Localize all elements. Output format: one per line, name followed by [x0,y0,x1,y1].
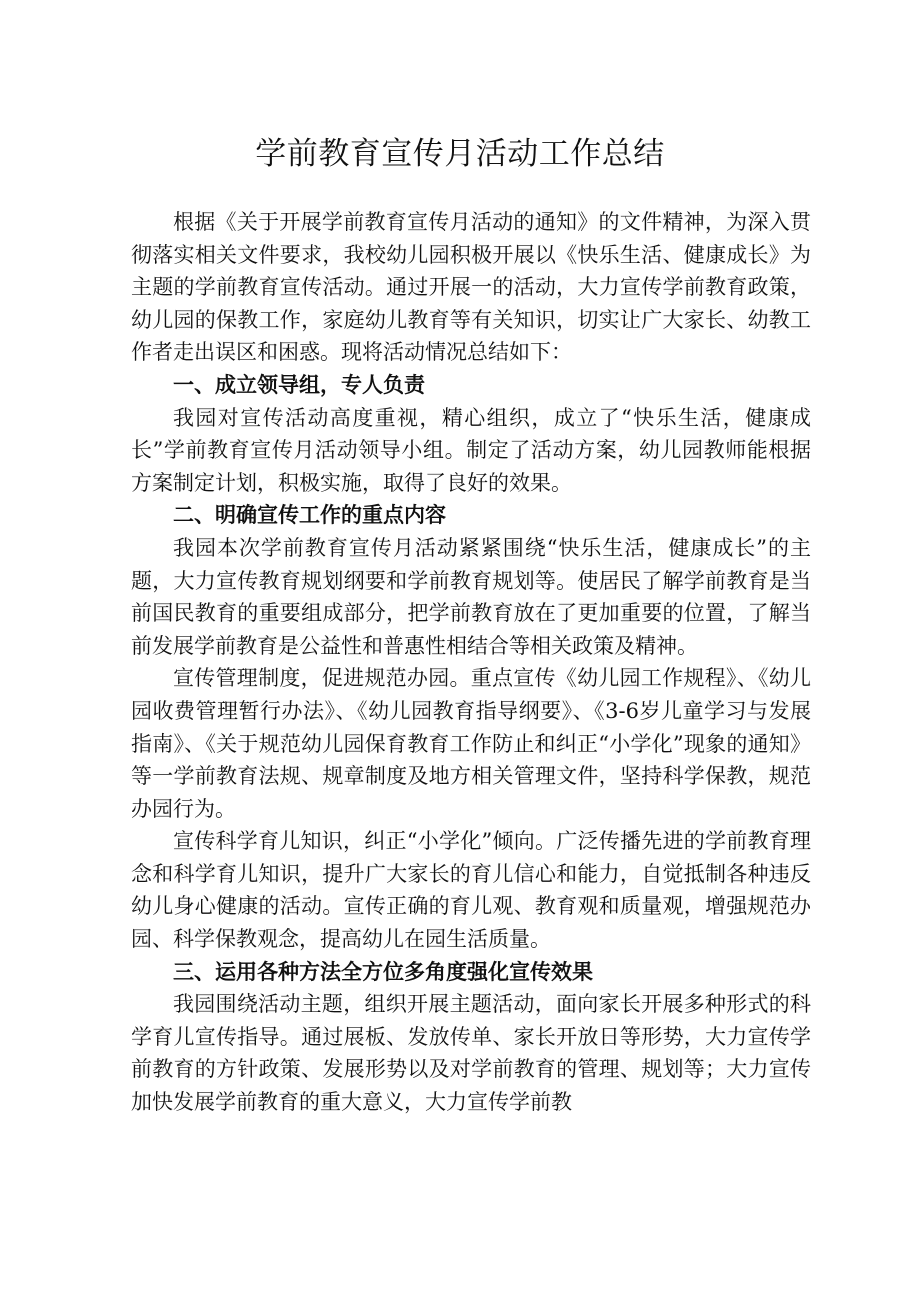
section-2-paragraph-2: 宣传管理制度，促进规范办园。重点宣传《幼儿园工作规程》、《幼儿园收费管理暂行办法》、《幼儿园教育指导纲要》、《3-6岁儿童学习与发展指南》、《关于规范幼儿园保育教育工作防止和纠正“小学化”现象的通知》等一学前教育法规、规章制度及地方相关管理文件，坚持科学保教，规范办园行为。 [131,666,811,821]
section-heading-1: 一、成立领导组，专人负责 [173,372,425,397]
section-heading-2: 二、明确宣传工作的重点内容 [173,503,446,528]
section-1-paragraph: 我园对宣传活动高度重视，精心组织，成立了“快乐生活，健康成长”学前教育宣传月活动领导小组。制定了活动方案，幼儿园教师能根据方案制定计划，积极实施，取得了良好的效果。 [131,405,811,495]
section-3-paragraph: 我园围绕活动主题，组织开展主题活动，面向家长开展多种形式的科学育儿宣传指导。通过展板、发放传单、家长开放日等形势，大力宣传学前教育的方针政策、发展形势以及对学前教育的管理、规划等；大力宣传加快发展学前教育的重大意义，大力宣传学前教 [131,992,811,1115]
section-2-paragraph-1: 我园本次学前教育宣传月活动紧紧围绕“快乐生活，健康成长”的主题，大力宣传教育规划纲要和学前教育规划等。使居民了解学前教育是当前国民教育的重要组成部分，把学前教育放在了更加重要的位置，了解当前发展学前教育是公益性和普惠性相结合等相关政策及精神。 [131,535,811,658]
section-heading-3: 三、运用各种方法全方位多角度强化宣传效果 [173,959,593,984]
section-2-paragraph-3: 宣传科学育儿知识，纠正“小学化”倾向。广泛传播先进的学前教育理念和科学育儿知识，提升广大家长的育儿信心和能力，自觉抵制各种违反幼儿身心健康的活动。宣传正确的育儿观、教育观和质量观，增强规范办园、科学保教观念，提高幼儿在园生活质量。 [131,829,811,952]
document-title: 学前教育宣传月活动工作总结 [255,136,665,172]
document-body [131,206,811,1119]
intro-paragraph: 根据《关于开展学前教育宣传月活动的通知》的文件精神，为深入贯彻落实相关文件要求，我校幼儿园积极开展以《快乐生活、健康成长》为主题的学前教育宣传活动。通过开展一的活动，大力宣传学前教育政策，幼儿园的保教工作，家庭幼儿教育等有关知识，切实让广大家长、幼教工作者走出误区和困惑。现将活动情况总结如下： [131,210,811,365]
